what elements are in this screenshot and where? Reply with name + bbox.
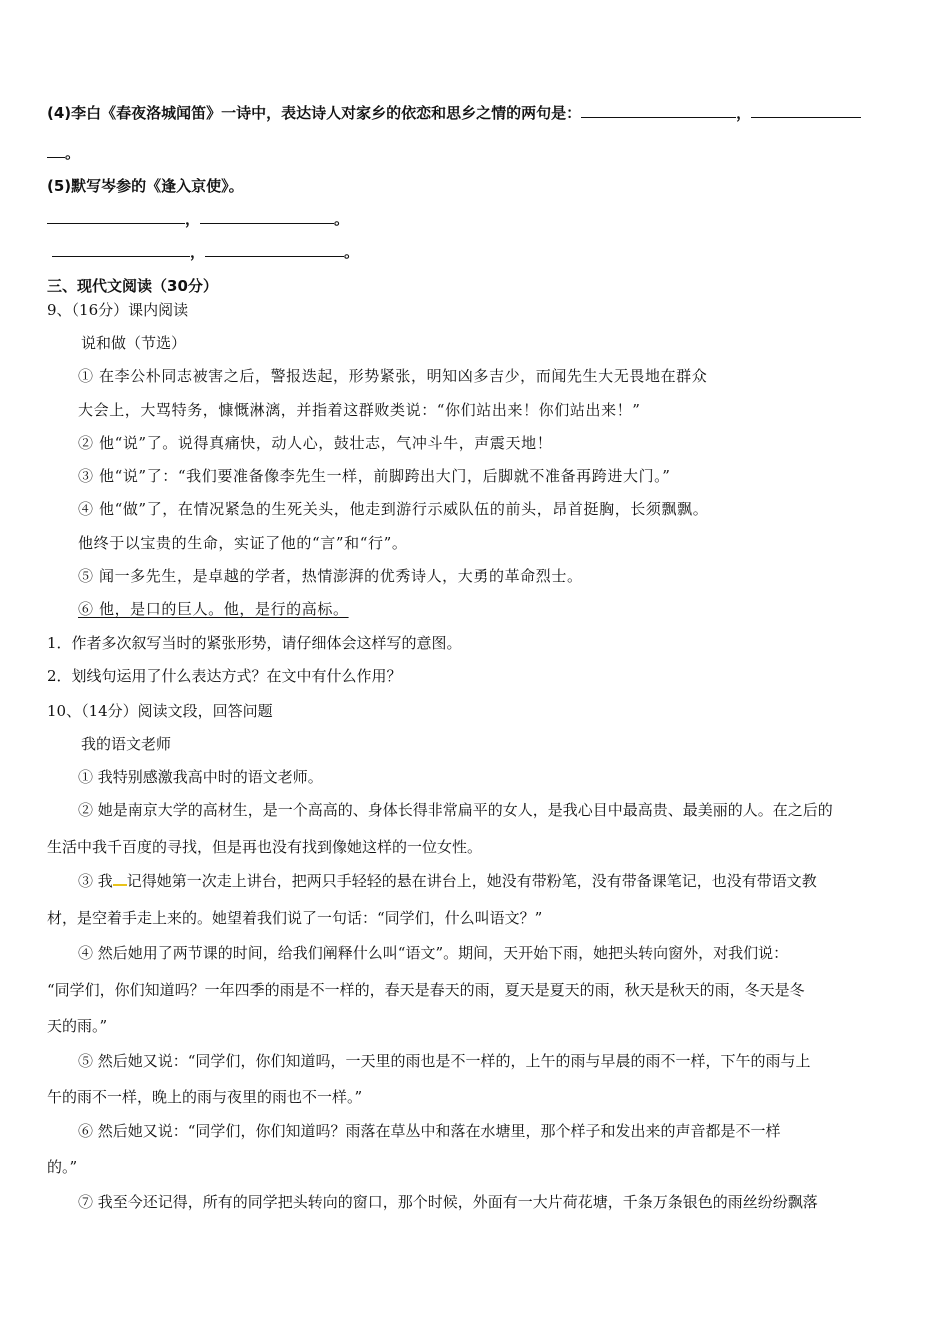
q9-question-2: 2．划线句运用了什么表达方式？在文中有什么作用？ (47, 667, 402, 685)
q9-para-5: ⑤ 闻一多先生，是卓越的学者，热情澎湃的优秀诗人，大勇的革命烈士。 (78, 567, 583, 585)
q9-para-2: ② 他“说”了。说得真痛快，动人心，鼓壮志，气冲斗牛，声震天地！ (78, 434, 553, 452)
q10-para-1: ① 我特别感激我高中时的语文老师。 (78, 768, 323, 786)
q10-para-3-cont: 材，是空着手走上来的。她望着我们说了一句话：“同学们，什么叫语文？” (47, 909, 543, 927)
q10-para-6: ⑥ 然后她又说：“同学们，你们知道吗？雨落在草丛中和落在水塘里，那个样子和发出来的声音都是不一样 (78, 1122, 781, 1140)
q10-para-2: ② 她是南京大学的高材生，是一个高高的、身体长得非常扁平的女人，是我心目中最高贵、最美丽的人。在之后的 (78, 801, 833, 819)
q4-blank-2[interactable] (751, 103, 861, 118)
q4-line (47, 103, 861, 123)
q9-header: 9、（16分）课内阅读 (47, 301, 189, 319)
q10-para-5: ⑤ 然后她又说：“同学们，你们知道吗，一天里的雨也是不一样的，上午的雨与早晨的雨不一样，下午的雨与上 (78, 1052, 811, 1070)
q5-blank-1[interactable] (47, 209, 185, 224)
q9-para-1: ① 在李公朴同志被害之后，警报迭起，形势紧张，明知凶多吉少，而闻先生大无畏地在群众 (78, 367, 708, 385)
q10-para-5-cont: 午的雨不一样，晚上的雨与夜里的雨也不一样。” (47, 1088, 363, 1106)
q4-end: 。 (65, 144, 81, 162)
highlight-mark (113, 872, 127, 886)
q4-line-2 (47, 143, 80, 163)
q4-blank-1[interactable] (581, 103, 736, 118)
q4-text: (4)李白《春夜洛城闻笛》一诗中，表达诗人对家乡的依恋和思乡之情的两句是： (47, 104, 582, 122)
q9-passage-title: 说和做（节选） (81, 334, 187, 352)
q5-end-2: 。 (344, 243, 360, 261)
q9-para-1-cont: 大会上，大骂特务，慷慨淋漓，并指着这群败类说：“你们站出来！你们站出来！” (78, 401, 641, 419)
q10-para-4: ④ 然后她用了两节课的时间，给我们阐释什么叫“语文”。期间，天开始下雨，她把头转向窗外，对我们说： (78, 944, 789, 962)
q5-sep-2: ， (190, 243, 206, 261)
q10-para-3-start: ③ 我 (78, 872, 113, 890)
q9-question-1: 1．作者多次叙写当时的紧张形势，请仔细体会这样写的意图。 (47, 634, 462, 652)
q10-para-7: ⑦ 我至今还记得，所有的同学把头转向的窗口，那个时候，外面有一大片荷花塘，千条万条银色的雨丝纷纷飘落 (78, 1193, 818, 1211)
section3-title: 三、现代文阅读（30分） (47, 277, 218, 295)
q5-end-1: 。 (334, 210, 350, 228)
q5-sep-1: ， (185, 210, 201, 228)
q4-separator: ， (736, 104, 752, 122)
q5-blank-3[interactable] (52, 242, 190, 257)
q9-para-4: ④ 他“做”了，在情况紧急的生死关头，他走到游行示威队伍的前头，昂首挺胸，长须飘飘。 (78, 500, 709, 518)
q5-blank-4[interactable] (205, 242, 344, 257)
q9-para-3: ③ 他“说”了：“我们要准备像李先生一样，前脚跨出大门，后脚就不准备再跨进大门。” (78, 467, 671, 485)
q9-para-4-cont: 他终于以宝贵的生命，实证了他的“言”和“行”。 (78, 534, 408, 552)
q4-blank-2-cont[interactable] (47, 143, 65, 158)
q10-para-4-cont: “同学们，你们知道吗？一年四季的雨是不一样的，春天是春天的雨，夏天是夏天的雨，秋天是秋天的雨，冬天是冬 (47, 981, 805, 999)
q5-line-2 (52, 242, 359, 262)
q10-para-2-cont: 生活中我千百度的寻找，但是再也没有找到像她这样的一位女性。 (47, 838, 483, 856)
q9-para-6-underlined: ⑥ 他，是口的巨人。他，是行的高标。 (78, 600, 349, 618)
q10-passage-title: 我的语文老师 (81, 735, 172, 753)
q5-line-1 (47, 209, 349, 229)
q10-para-6-cont: 的。” (47, 1158, 78, 1176)
q10-header: 10、（14分）阅读文段，回答问题 (47, 702, 273, 720)
q5-title: (5)默写岑参的《逢入京使》。 (47, 177, 244, 195)
q10-para-4-end: 天的雨。” (47, 1017, 108, 1035)
q5-blank-2[interactable] (200, 209, 334, 224)
q10-para-3-rest: 记得她第一次走上讲台，把两只手轻轻的悬在讲台上，她没有带粉笔，没有带备课笔记，也没有带语文教 (126, 872, 817, 890)
q10-para-3 (78, 871, 817, 891)
